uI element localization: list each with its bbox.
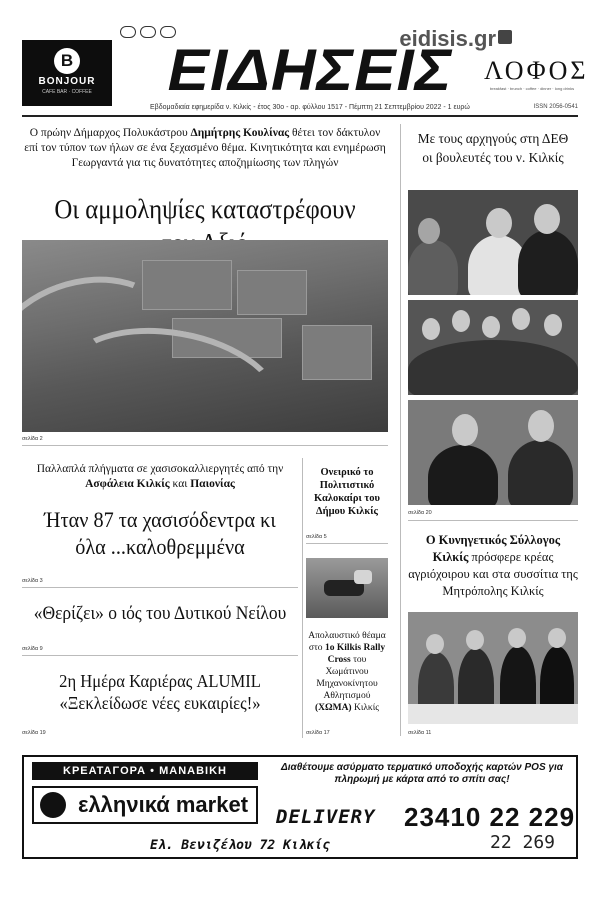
ad-title: ΚΡΕΑΤΑΓΟΡΑ • ΜΑΝΑΒΙΚΗ (32, 762, 258, 780)
hunting-bold: Ο Κυνηγετικός Σύλλογος Κιλκίς (425, 533, 561, 564)
fraud-headline[interactable]: Ήταν 87 τα χασισόδεντρα κι όλα ...καλοθρεμμένα (44, 507, 276, 559)
divider (22, 587, 298, 588)
photo-person (508, 440, 573, 505)
page-ref: σελίδα 2 (22, 436, 43, 442)
career-headline[interactable]: 2η Ημέρα Καριέρας ALUMIL «Ξεκλείδωσε νέες ευκαιρίες!» (59, 671, 261, 713)
page-ref: σελίδα 17 (306, 730, 330, 736)
photo-face (534, 204, 560, 234)
page-ref: σελίδα 5 (306, 534, 327, 540)
photo-person (408, 240, 458, 295)
lead-name: Δημήτρης Κουλίνας (190, 127, 290, 139)
bonjour-logo-icon: B (54, 48, 80, 74)
ad-info: Διαθέτουμε ασύρματο τερματικό υποδοχής καρτών POS για πληρωμή με κάρτα από το σπίτι σας! (281, 762, 563, 785)
dateline: Εβδομαδιαία εφημερίδα ν. Κιλκίς - έτος 30ο - αρ. φύλλου 1517 - Πέμπτη 21 Σεπτεμβρίου 2022 - 1 ευρώ (150, 104, 470, 111)
ad-phone-1[interactable]: 23410 22 229 (404, 802, 576, 832)
rally-bold: (ΧΩΜΑ) (314, 703, 352, 713)
page-ref: σελίδα 20 (408, 510, 432, 516)
photo-face (486, 208, 512, 238)
photo-face (528, 410, 554, 442)
photo-person (428, 445, 498, 505)
bonjour-name: BONJOUR (38, 76, 96, 87)
photo-face (482, 316, 500, 338)
lead-story[interactable] (22, 126, 388, 171)
badge-icon (120, 26, 136, 38)
rally-text: Απολαυστικό θέαμα στο (308, 631, 386, 653)
site-icon (498, 30, 512, 44)
rally-text: Κιλκίς (351, 703, 380, 713)
photo-face (512, 308, 530, 330)
page-ref: σελίδα 19 (22, 730, 46, 736)
deth-photo-1 (408, 190, 578, 295)
river-aerial-photo (22, 240, 388, 432)
divider (22, 655, 298, 656)
ad-phone-2[interactable]: 22 269 (490, 832, 556, 853)
market-logo-icon (40, 792, 66, 818)
badge-icon (160, 26, 176, 38)
photo-face (452, 414, 478, 446)
ad-market-name: ελληνικά market (32, 786, 258, 824)
column-divider (302, 458, 303, 738)
ad-delivery: DELIVERY (276, 806, 376, 828)
deth-headline[interactable]: Με τους αρχηγούς στη ΔΕΘ οι βουλευτές του ν. Κιλκίς (417, 132, 569, 166)
photo-face (508, 628, 526, 648)
fraud-kicker-bold: Παιονίας (190, 478, 235, 490)
rally-photo (306, 558, 388, 618)
hunting-photo (408, 612, 578, 724)
lead-text: Ο πρώην Δήμαρχος Πολυκάστρου (29, 127, 191, 139)
photo-field (237, 270, 307, 315)
lead-text: θέτει τον δάκτυλον επί τον τύπον των ήλων σε ένα ξεχασμένο θέμα. Κινητικότητα και ενημέρωση Γεωργαντά για τις δυνατότητες αποζημίωσης των πληγών (24, 127, 386, 169)
masthead-title: ΕΙΔΗΣΕΙΣ (167, 37, 453, 104)
site-link[interactable]: eidisis.gr (399, 26, 496, 51)
fraud-kicker-bold: Ασφάλεια Κιλκίς (85, 478, 170, 490)
deth-photo-3 (408, 400, 578, 505)
fraud-kicker-text: Παλλαπλά πλήγματα σε χασισοκαλλιεργητές από την (36, 463, 284, 475)
deth-photo-2 (408, 300, 578, 395)
photo-person (518, 230, 578, 295)
photo-face (422, 318, 440, 340)
page-ref: σελίδα 11 (408, 730, 432, 736)
hunting-story[interactable] (408, 532, 578, 600)
hunting-text: πρόσφερε κρέας αγριόχοιρου και στα συσσίτια της Μητρόπολης Κιλκίς (408, 550, 578, 598)
page-ref: σελίδα 9 (22, 646, 43, 652)
rally-story[interactable] (306, 630, 388, 714)
badge-icon (140, 26, 156, 38)
lofos-logo: ΛΟΦΟΣ (484, 56, 589, 85)
divider (306, 543, 388, 544)
rally-bold: 1ο Kilkis Rally Cross (324, 643, 386, 665)
bonjour-ad (22, 40, 112, 106)
photo-face (426, 634, 444, 654)
photo-face (452, 310, 470, 332)
photo-face (548, 628, 566, 648)
divider (22, 445, 388, 446)
page-ref: σελίδα 3 (22, 578, 43, 584)
ad-address: Ελ. Βενιζέλου 72 Κιλκίς (150, 838, 331, 853)
culture-headline[interactable]: Ονειρικό το Πολιτιστικό Καλοκαίρι του Δήμου Κιλκίς (314, 467, 380, 517)
lofos-sub: breakfast · brunch · coffee · dinner · long drinks (489, 86, 575, 91)
photo-face (544, 314, 562, 336)
photo-crowd (408, 340, 578, 395)
fraud-kicker[interactable] (22, 462, 298, 492)
photo-face (418, 218, 440, 244)
masthead-rule (22, 115, 578, 117)
fraud-kicker-text: και (169, 478, 191, 490)
photo-banner (354, 570, 372, 584)
divider (408, 520, 578, 521)
photo-face (466, 630, 484, 650)
bonjour-sub: CAFE BAR · COFFEE (42, 89, 92, 95)
column-divider (400, 124, 401, 736)
main-headline[interactable]: Οι αμμοληψίες καταστρέφουν (54, 194, 356, 224)
rally-text: του Χωμάτινου Μηχανοκίνητου Αθλητισμού (316, 655, 378, 701)
virus-headline[interactable]: «Θερίζει» ο ιός του Δυτικού Νείλου (33, 603, 287, 624)
issn: ISSN 2056-0541 (533, 104, 578, 110)
photo-field (302, 325, 372, 380)
photo-table (408, 704, 578, 724)
